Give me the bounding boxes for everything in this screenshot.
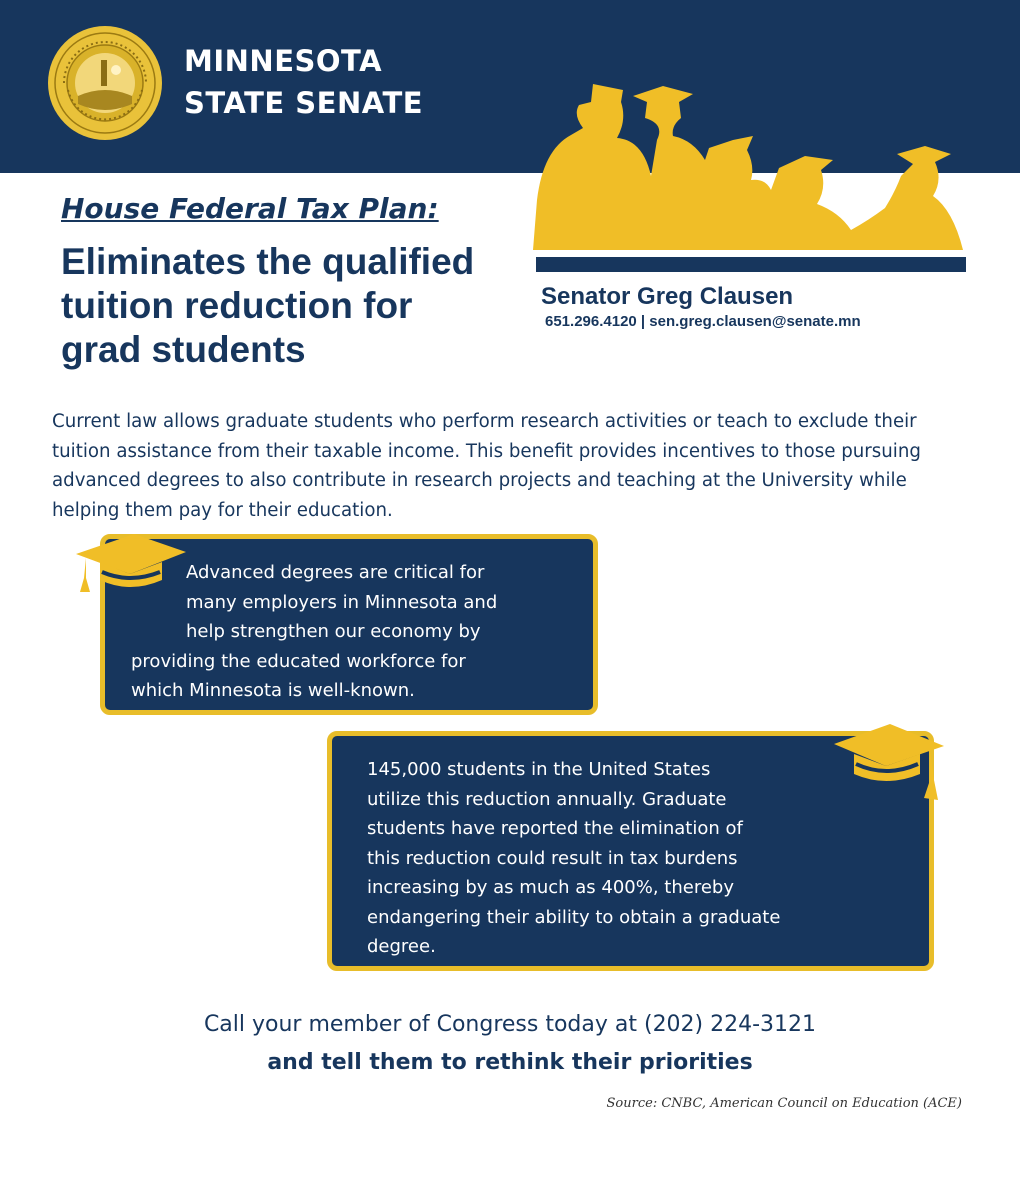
intro-line: Current law allows graduate students who perform research activities or teach to exclude their	[52, 411, 917, 432]
callout-line: increasing by as much as 400%, thereby	[367, 877, 734, 898]
callout-line: many employers in Minnesota and	[186, 591, 498, 613]
callout-line: 145,000 students in the United States	[367, 759, 711, 780]
callout-line: Advanced degrees are critical for	[186, 562, 485, 583]
callout-text	[367, 755, 780, 962]
graduates-silhouette-icon	[533, 80, 965, 254]
senate-title	[184, 40, 423, 124]
headline-line: grad students	[61, 329, 306, 370]
senator-divider-bar	[536, 257, 966, 272]
intro-paragraph	[52, 407, 982, 525]
plan-title: House Federal Tax Plan:	[61, 192, 439, 225]
callout-line: which Minnesota is well-known.	[131, 680, 415, 701]
graduation-cap-icon	[830, 722, 946, 804]
callout-line: endangering their ability to obtain a graduate	[367, 906, 781, 928]
headline-line: tuition reduction for	[61, 285, 413, 326]
callout-line: providing the educated workforce for	[131, 650, 466, 672]
headline	[61, 240, 521, 372]
senator-contact: 651.296.4120 | sen.greg.clausen@senate.mn	[545, 313, 861, 330]
graduation-cap-icon	[72, 532, 188, 600]
intro-line: tuition assistance from their taxable income. This benefit provides incentives to those pursuing	[52, 440, 921, 462]
callout-line: this reduction could result in tax burdens	[367, 847, 738, 869]
headline-line: Eliminates the qualified	[61, 241, 475, 282]
call-to-action-line1: Call your member of Congress today at (202) 224-3121	[203, 1012, 817, 1037]
callout-line: degree.	[367, 936, 436, 957]
senator-name: Senator Greg Clausen	[541, 283, 794, 310]
callout-line: utilize this reduction annually. Graduate	[367, 788, 727, 810]
callout-line: students have reported the elimination of	[367, 818, 743, 839]
call-to-action-line2: and tell them to rethink their priorities	[267, 1050, 753, 1075]
intro-line: helping them pay for their education.	[52, 499, 393, 521]
senate-title-line2: STATE SENATE	[184, 86, 424, 120]
intro-line: advanced degrees to also contribute in research projects and teaching at the University while	[52, 470, 907, 491]
callout-line: help strengthen our economy by	[186, 621, 481, 642]
source-citation: Source: CNBC, American Council on Education (ACE)	[606, 1096, 962, 1111]
senate-title-line1: MINNESOTA	[184, 44, 383, 78]
state-seal-icon	[46, 24, 164, 142]
